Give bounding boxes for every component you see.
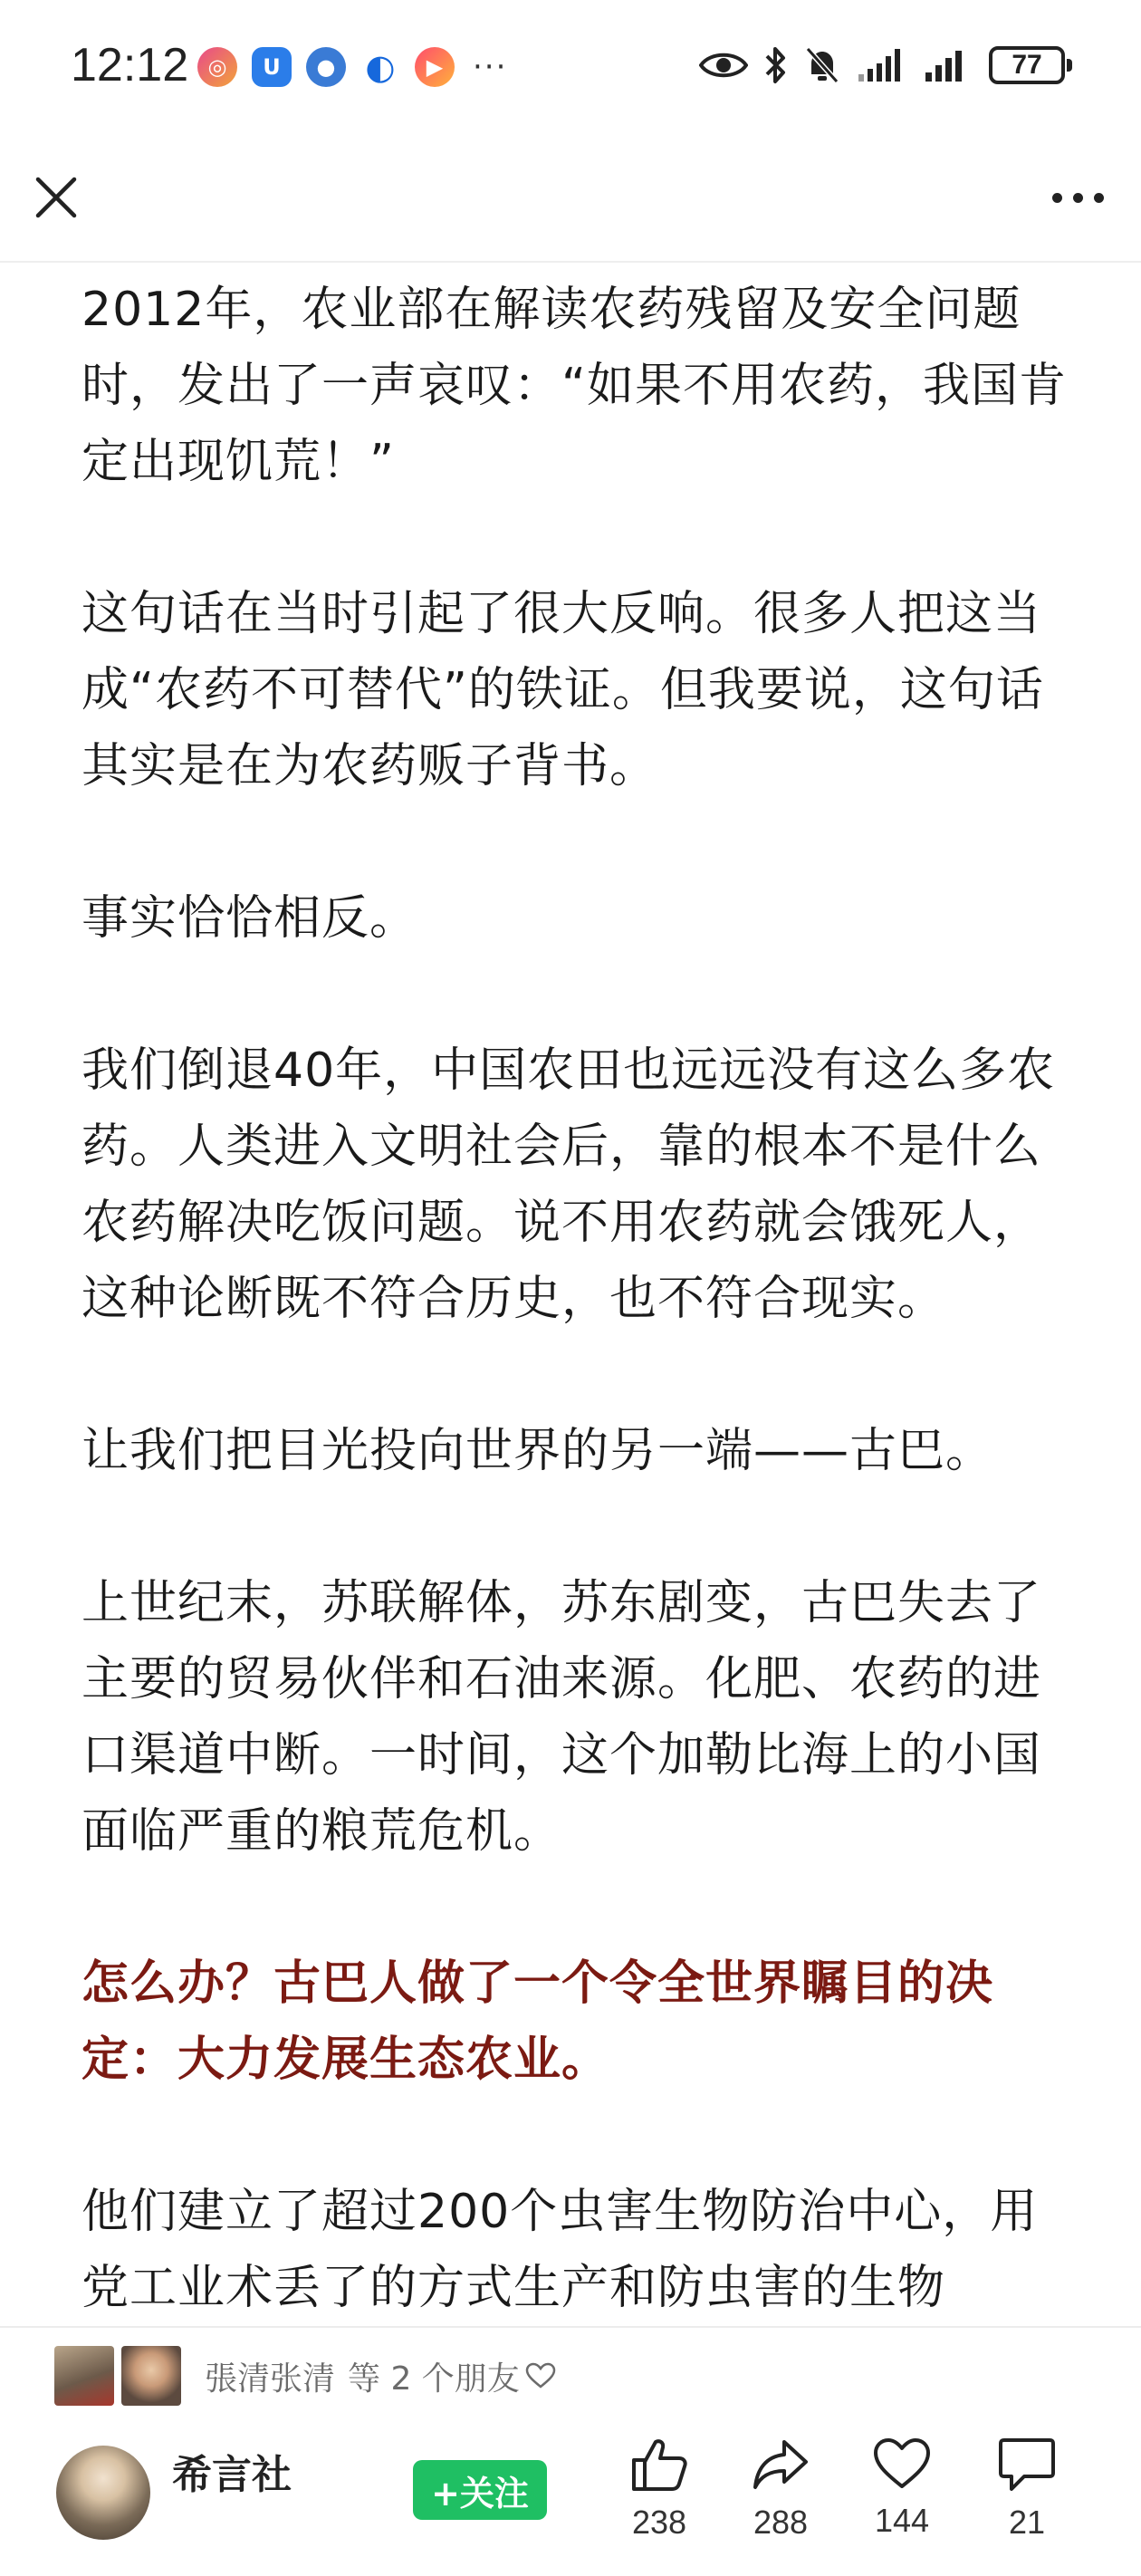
signal-2-icon — [924, 47, 973, 83]
article-highlight-paragraph: 怎么办？古巴人做了一个令全世界瞩目的决定：大力发展生态农业。 — [82, 1956, 994, 2087]
comment-button[interactable] — [973, 2437, 1081, 2542]
like-button[interactable] — [605, 2437, 714, 2542]
thumbs-up-icon — [630, 2437, 688, 2493]
eye-icon — [699, 49, 748, 82]
close-button[interactable] — [27, 168, 85, 226]
author-name[interactable]: 希言社 — [172, 2452, 292, 2498]
favorite-button[interactable] — [848, 2437, 956, 2540]
app-icon: ◐ — [360, 47, 400, 87]
menu-dot-icon — [1073, 193, 1083, 203]
friend-avatar — [121, 2346, 181, 2406]
video-app-icon: ▶ — [415, 47, 455, 87]
article-paragraph: 让我们把目光投向世界的另一端——古巴。 — [82, 1424, 994, 1478]
battery-indicator: 77 — [989, 46, 1065, 84]
more-notifications-icon: ··· — [473, 49, 508, 85]
heart-outline-icon — [525, 2362, 556, 2389]
comment-bubble-icon — [997, 2437, 1057, 2493]
notification-icons — [197, 47, 507, 87]
china-mobile-icon: ◎ — [197, 47, 237, 87]
share-count: 288 — [753, 2504, 809, 2541]
article-paragraph: 我们倒退40年，中国农田也远远没有这么多农药。人类进入文明社会后，靠的根本不是什么农药解决吃饭问题。说不用农药就会饿死人，这种论断既不符合历史，也不符合现实。 — [82, 1043, 1056, 1326]
heart-icon — [872, 2437, 932, 2491]
author-avatar[interactable] — [56, 2446, 150, 2540]
menu-dot-icon — [1052, 193, 1062, 203]
article-body — [82, 272, 1069, 2326]
article-paragraph: 事实恰恰相反。 — [82, 891, 418, 946]
more-menu-button[interactable] — [1040, 168, 1116, 226]
status-bar — [0, 0, 1141, 136]
friends-names: 張清张清 — [205, 2360, 336, 2398]
share-arrow-icon — [752, 2437, 810, 2493]
baidu-icon: ● — [306, 47, 346, 87]
favorite-count: 144 — [874, 2502, 930, 2539]
article-paragraph: 这句话在当时引起了很大反响。很多人把这当成“农药不可替代”的铁证。但我要说，这句话其实是在为农药贩子背书。 — [82, 587, 1044, 793]
system-icons — [699, 45, 1065, 85]
follow-button[interactable]: +关注 — [413, 2460, 547, 2520]
menu-dot-icon — [1094, 193, 1104, 203]
signal-1-icon — [857, 47, 907, 83]
status-time: 12:12 — [71, 39, 189, 91]
article-paragraph: 他们建立了超过200个虫害生物防治中心，用党工业术丢了的方式生产和防虫害的生物 — [82, 2185, 1039, 2315]
mute-bell-icon — [804, 45, 840, 85]
bluetooth-icon — [764, 45, 788, 85]
close-icon — [34, 176, 78, 219]
friends-count: 等 2 个朋友 — [348, 2360, 520, 2398]
friends-liked-row[interactable] — [54, 2346, 556, 2406]
article-paragraph: 上世纪末，苏联解体，苏东剧变，古巴失去了主要的贸易伙伴和石油来源。化肥、农药的进口渠道中断。一时间，这个加勒比海上的小国面临严重的粮荒危机。 — [82, 1576, 1042, 1859]
bottom-action-bar — [0, 2326, 1141, 2576]
top-bar — [0, 136, 1141, 263]
article-paragraph: 2012年，农业部在解读农药残留及安全问题时，发出了一声哀叹：“如果不用农药，我国肯定出现饥荒！” — [82, 283, 1067, 489]
uc-icon: U — [252, 47, 292, 87]
share-button[interactable] — [726, 2437, 835, 2542]
friend-avatar — [54, 2346, 114, 2406]
like-count: 238 — [631, 2504, 687, 2541]
comment-count: 21 — [1008, 2504, 1046, 2541]
